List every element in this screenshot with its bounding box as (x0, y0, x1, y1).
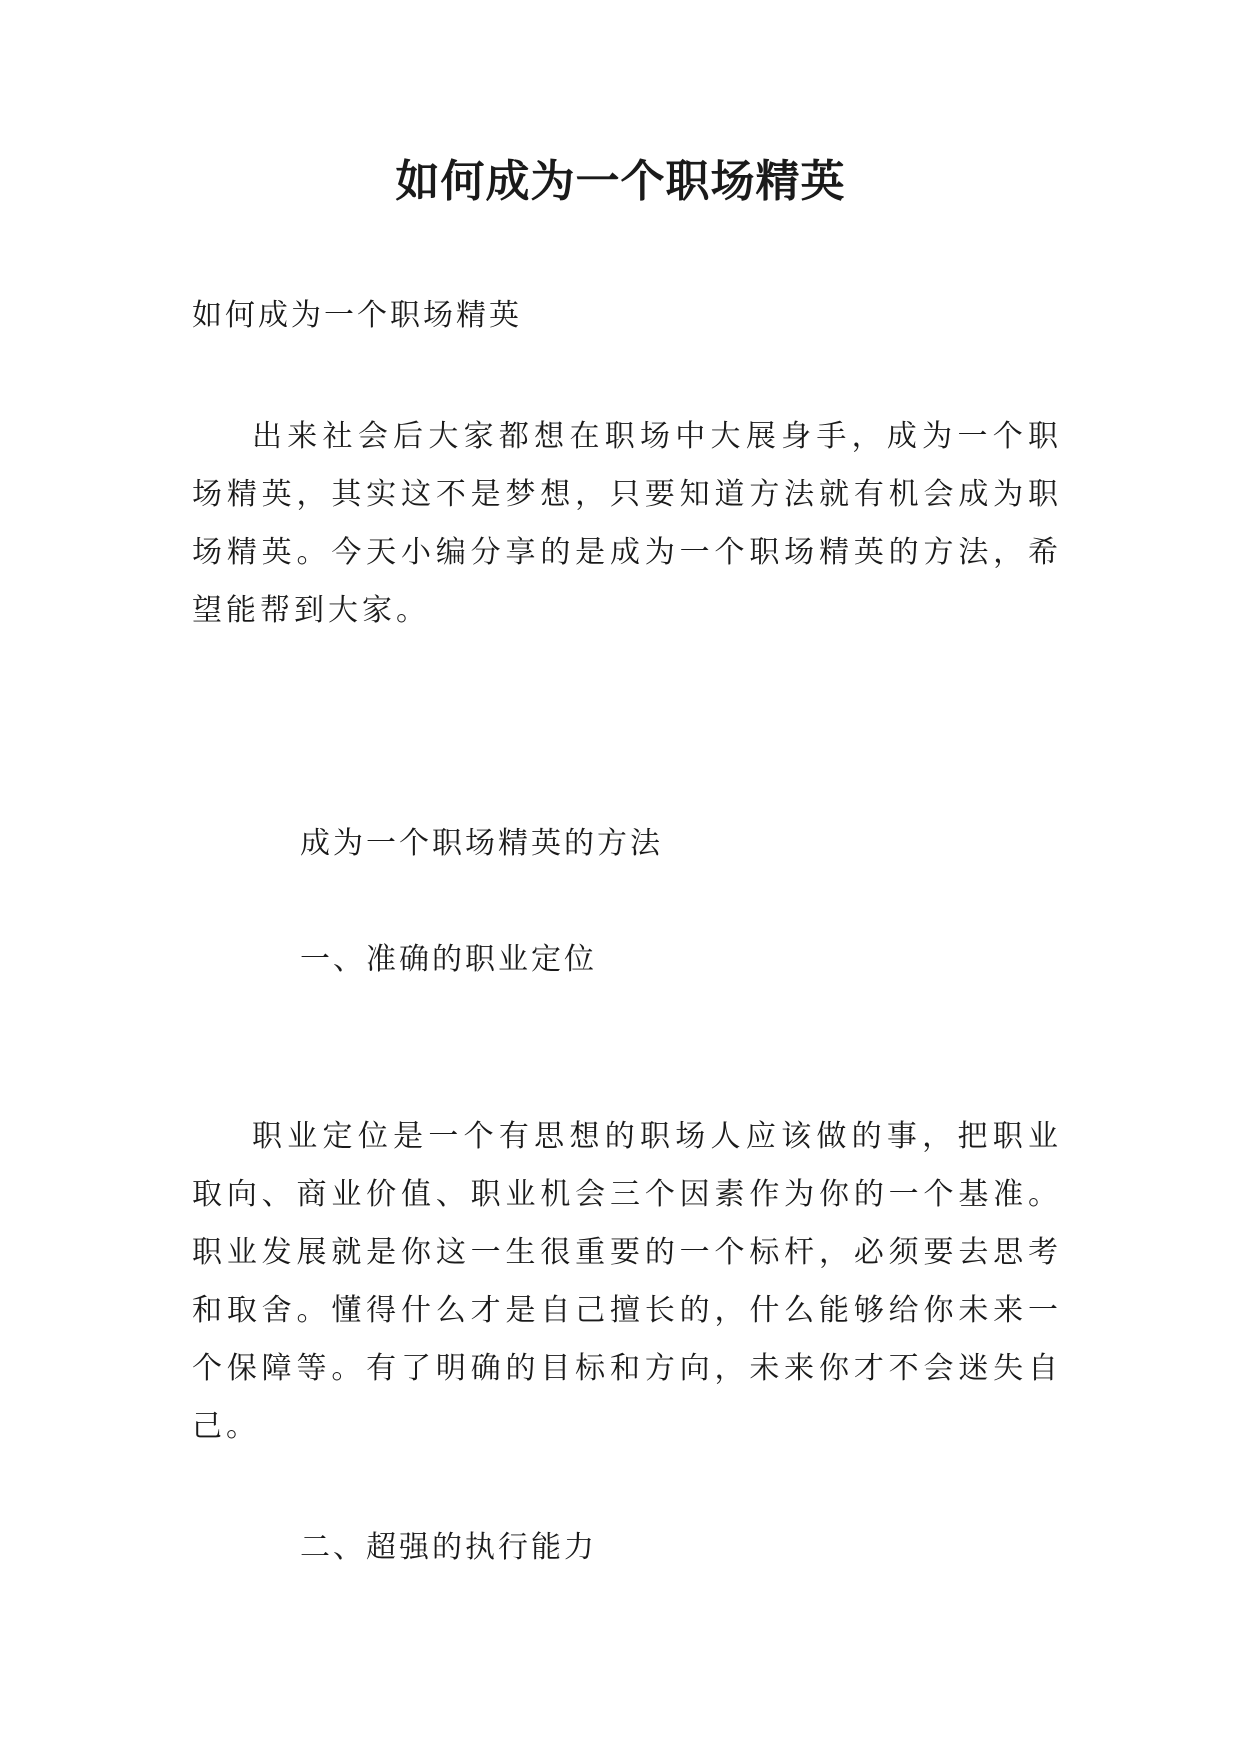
intro-paragraph: 出来社会后大家都想在职场中大展身手，成为一个职场精英，其实这不是梦想，只要知道方法就有机会成为职场精英。今天小编分享的是成为一个职场精英的方法，希望能帮到大家。 (192, 419, 1062, 628)
document-subtitle: 如何成为一个职场精英 (192, 298, 522, 333)
section-heading-methods: 成为一个职场精英的方法 (300, 826, 663, 861)
point-two-heading: 二、超强的执行能力 (300, 1530, 597, 1565)
point-one-paragraph: 职业定位是一个有思想的职场人应该做的事，把职业取向、商业价值、职业机会三个因素作为你的一个基准。职业发展就是你这一生很重要的一个标杆，必须要去思考和取舍。懂得什么才是自己擅长的，什么能够给你未来一个保障等。有了明确的目标和方向，未来你才不会迷失自己。 (192, 1119, 1062, 1444)
point-one-heading: 一、准确的职业定位 (300, 942, 597, 977)
page-title: 如何成为一个职场精英 (395, 156, 846, 207)
